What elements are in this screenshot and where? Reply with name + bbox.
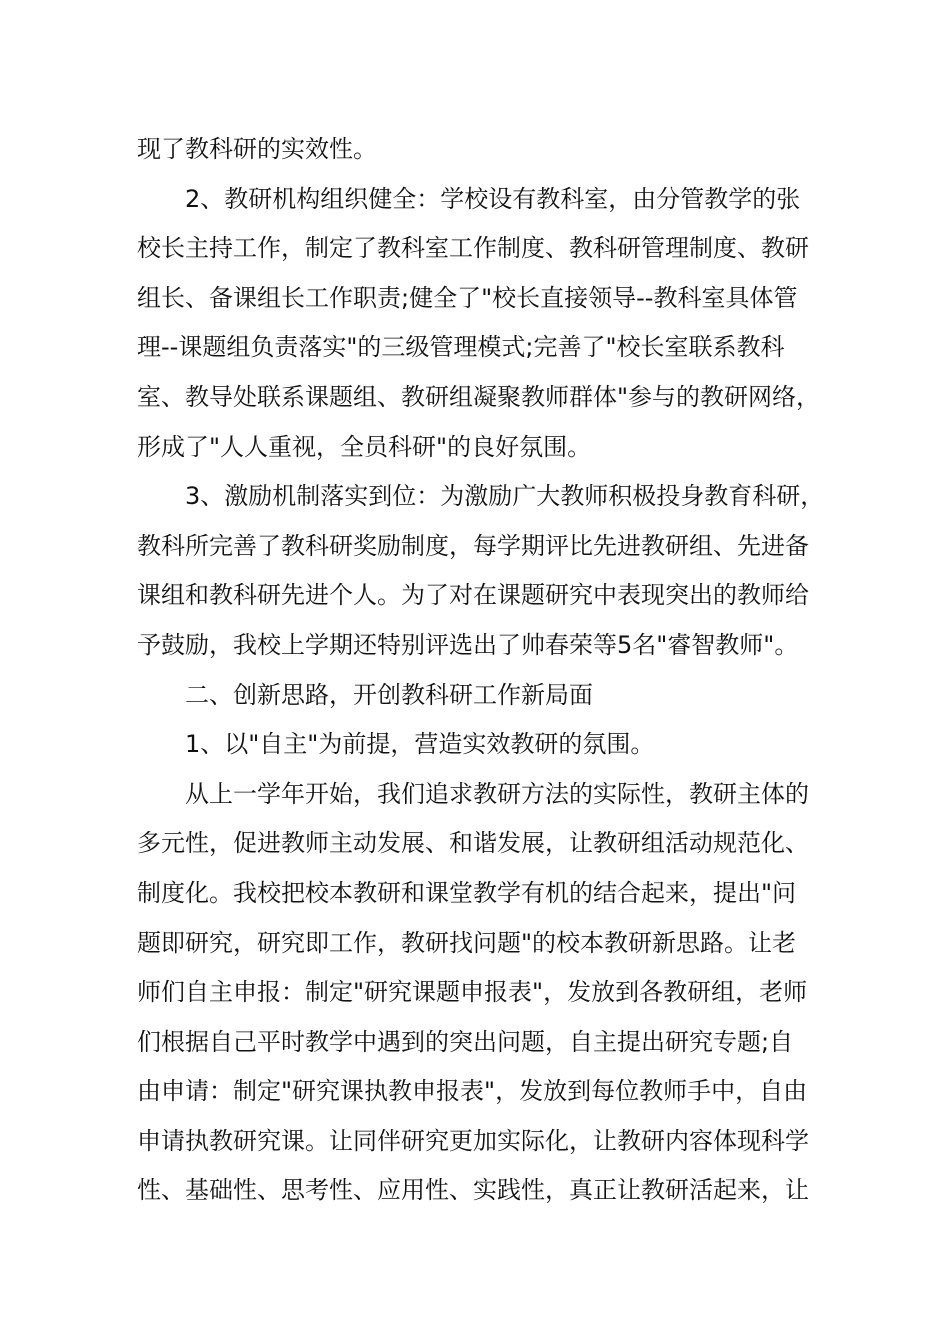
paragraph-first-line: 3、激励机制落实到位：为激励广大教师积极投身教育科研，: [185, 482, 825, 511]
text-line: 性、基础性、思考性、应用性、实践性，真正让教研活起来，让: [137, 1176, 809, 1205]
text-line: 校长主持工作，制定了教科室工作制度、教科研管理制度、教研: [137, 234, 809, 263]
text-line: 师们自主申报：制定"研究课题申报表"，发放到各教研组，老师: [137, 978, 808, 1007]
text-line: 理--课题组负责落实"的三级管理模式;完善了"校长室联系教科: [137, 333, 785, 362]
text-line: 申请执教研究课。让同伴研究更加实际化，让教研内容体现科学: [137, 1126, 809, 1155]
document-body: [137, 125, 837, 1216]
text-line: 形成了"人人重视，全员科研"的良好氛围。: [137, 432, 592, 461]
text-line: 组长、备课组长工作职责;健全了"校长直接领导--教科室具体管: [137, 283, 798, 312]
text-line: 多元性，促进教师主动发展、和谐发展，让教研组活动规范化、: [137, 829, 809, 858]
text-line: 由申请：制定"研究课执教申报表"，发放到每位教师手中，自由: [137, 1077, 808, 1106]
subsection-heading: 1、以"自主"为前提，营造实效教研的氛围。: [185, 730, 655, 759]
text-line: 予鼓励，我校上学期还特别评选出了帅春荣等5名"睿智教师"。: [137, 630, 799, 659]
text-line: 题即研究，研究即工作，教研找问题"的校本教研新思路。让老: [137, 928, 797, 957]
section-heading: 二、创新思路，开创教科研工作新局面: [185, 680, 593, 709]
paragraph-first-line: 2、教研机构组织健全：学校设有教科室，由分管教学的张: [185, 184, 801, 213]
text-line: 课组和教科研先进个人。为了对在课题研究中表现突出的教师给: [137, 581, 809, 610]
text-line: 制度化。我校把校本教研和课堂教学有机的结合起来，提出"问: [137, 878, 797, 907]
text-line: 室、教导处联系课题组、教研组凝聚教师群体"参与的教研网络，: [137, 382, 821, 411]
text-line: 现了教科研的实效性。: [137, 135, 377, 163]
paragraph-first-line: 从上一学年开始，我们追求教研方法的实际性，教研主体的: [185, 779, 809, 808]
text-line: 们根据自己平时教学中遇到的突出问题，自主提出研究专题;自: [137, 1027, 794, 1056]
text-line: 教科所完善了教科研奖励制度，每学期评比先进教研组、先进备: [137, 531, 809, 560]
